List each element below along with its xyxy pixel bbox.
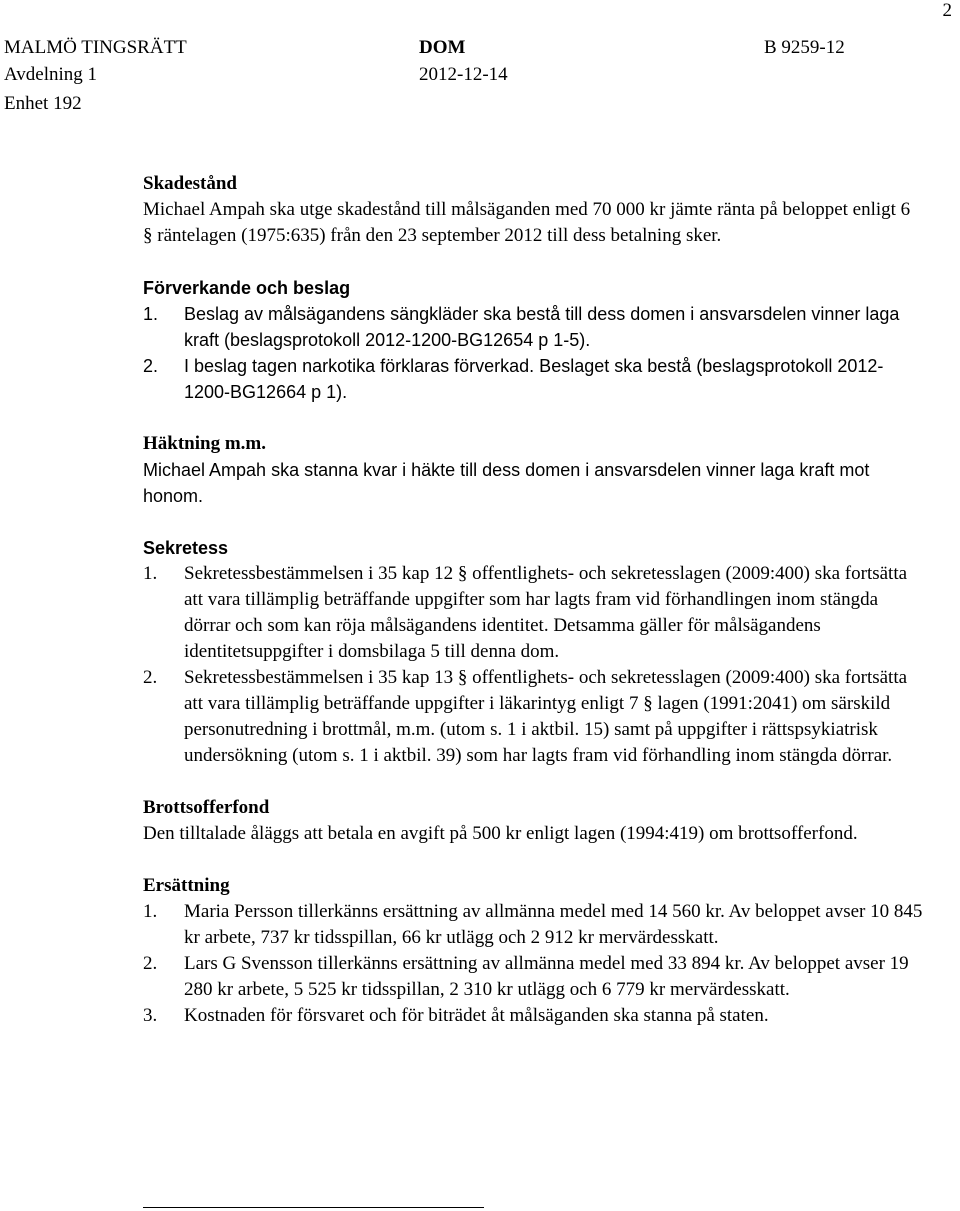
section-heading: Brottsofferfond — [143, 797, 270, 818]
list-number: 1. — [143, 304, 159, 324]
section-sekretess — [143, 535, 923, 769]
section-heading: Häktning m.m. — [143, 433, 266, 454]
list-item — [143, 561, 923, 665]
document-type: DOM — [419, 37, 466, 58]
document-date: 2012-12-14 — [419, 64, 508, 85]
list-item — [143, 353, 923, 405]
list-text: Beslag av målsägandens sängkläder ska bestå till dess domen i ansvarsdelen vinner laga kraft (beslagsprotokoll 2012-1200-BG12654 p 1-5). — [184, 304, 900, 350]
list-item — [143, 951, 923, 1003]
section-brottsofferfond — [143, 795, 923, 847]
list-item — [143, 899, 923, 951]
list-item — [143, 1003, 923, 1029]
list-number: 1. — [143, 563, 158, 584]
list-number: 2. — [143, 667, 158, 688]
section-heading: Sekretess — [143, 538, 229, 558]
section-heading: Skadestånd — [143, 173, 237, 194]
numbered-list — [143, 899, 923, 1029]
list-text: I beslag tagen narkotika förklaras förverkad. Beslaget ska bestå (beslagsprotokoll 2012-1200-BG12664 p 1). — [184, 356, 884, 402]
list-text: Sekretessbestämmelsen i 35 kap 13 § offentlighets- och sekretesslagen (2009:400) ska fortsätta att vara tillämplig beträffande uppgifter i läkarintyg enligt 7 § lagen (1991:2041) om särskild personutredning i brottmål, m.m. (utom s. 1 i aktbil. 15) samt på uppgifter i rättspsykiatrisk undersökning (utom s. 1 i aktbil. 39) som har lagts fram vid förhandling inom stängda dörrar. — [184, 667, 908, 766]
section-text: Den tilltalade åläggs att betala en avgift på 500 kr enligt lagen (1994:419) om brottsofferfond. — [143, 823, 858, 844]
list-number: 3. — [143, 1005, 158, 1026]
section-skadestand — [143, 171, 923, 249]
list-text: Maria Persson tillerkänns ersättning av allmänna medel med 14 560 kr. Av beloppet avser 10 845 kr arbete, 737 kr tidsspillan, 66 kr utlägg och 2 912 kr mervärdesskatt. — [184, 901, 923, 948]
court-unit: Enhet 192 — [4, 93, 82, 114]
court-division: Avdelning 1 — [4, 64, 98, 85]
list-text: Kostnaden för försvaret och för biträdet åt målsäganden ska stanna på staten. — [184, 1005, 769, 1026]
judgment-body — [143, 171, 923, 1029]
numbered-list — [143, 301, 923, 405]
list-number: 1. — [143, 901, 158, 922]
section-text: Michael Ampah ska utge skadestånd till målsäganden med 70 000 kr jämte ränta på beloppet enligt 6 § räntelagen (1975:635) från den 23 september 2012 till dess betalning sker. — [143, 199, 911, 246]
list-item — [143, 665, 923, 769]
list-number: 2. — [143, 953, 158, 974]
list-text: Sekretessbestämmelsen i 35 kap 12 § offentlighets- och sekretesslagen (2009:400) ska fortsätta att vara tillämplig beträffande uppgifter som har lagts fram vid förhandlingen inom stängda dörrar och som kan röja målsägandens identitet. Detsamma gäller för målsägandens identitetsuppgifter i domsbilaga 5 till denna dom. — [184, 563, 908, 662]
section-ersattning — [143, 873, 923, 1029]
list-number: 2. — [143, 356, 159, 376]
section-text: Michael Ampah ska stanna kvar i häkte till dess domen i ansvarsdelen vinner laga kraft mot honom. — [143, 460, 870, 506]
list-text: Lars G Svensson tillerkänns ersättning av allmänna medel med 33 894 kr. Av beloppet avser 19 280 kr arbete, 5 525 kr tidsspillan, 2 310 kr utlägg och 6 779 kr mervärdesskatt. — [184, 953, 909, 1000]
numbered-list — [143, 561, 923, 769]
section-heading: Förverkande och beslag — [143, 278, 351, 298]
section-heading: Ersättning — [143, 875, 230, 896]
section-forverkande — [143, 275, 923, 405]
page-number: 2 — [942, 0, 952, 21]
list-item — [143, 301, 923, 353]
section-haktning — [143, 431, 923, 509]
footnote-separator — [143, 1207, 484, 1208]
case-number: B 9259-12 — [764, 37, 845, 58]
court-name: MALMÖ TINGSRÄTT — [4, 37, 187, 58]
